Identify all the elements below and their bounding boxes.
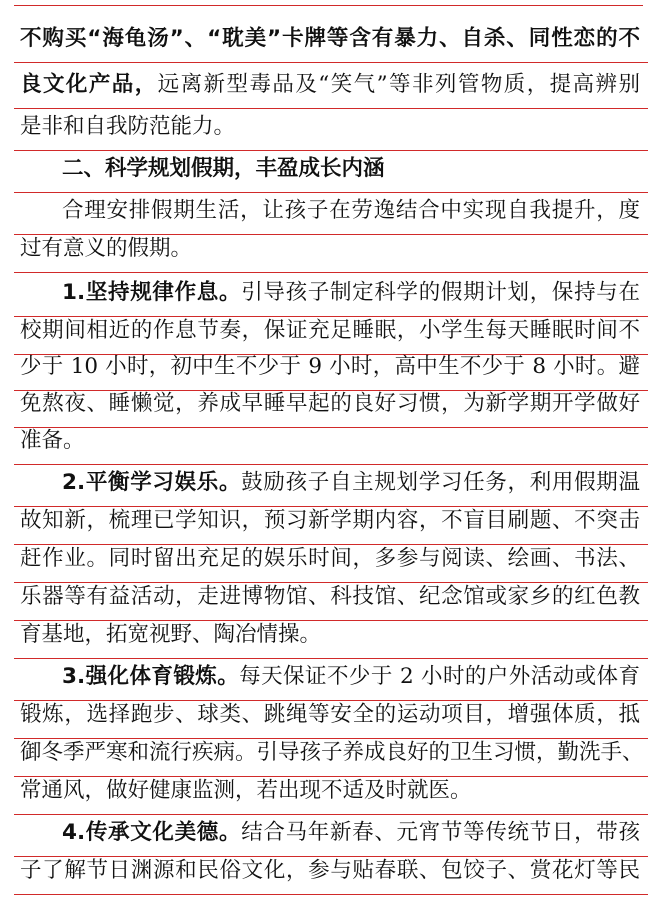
top-red-rule <box>14 5 643 6</box>
bold-phrase: 良文化产品， <box>20 72 158 97</box>
body-text: 赶作业。同时留出充足的娱乐时间，多参与阅读、绘画、书法、 <box>20 546 640 571</box>
body-text: 是非和自我防范能力。 <box>20 114 236 139</box>
text-line <box>20 420 640 466</box>
bold-phrase: 3.强化体育锻炼。 <box>62 664 240 689</box>
body-text: 校期间相近的作息节奏，保证充足睡眠，小学生每天睡眠时间不 <box>20 318 640 343</box>
text-line <box>20 614 640 660</box>
body-text: 鼓励孩子自主规划学习任务，利用假期温 <box>241 470 640 495</box>
body-text: 常通风，做好健康监测，若出现不适及时就医。 <box>20 778 472 803</box>
text-line <box>20 850 640 896</box>
body-text: 免熬夜、睡懒觉，养成早睡早起的良好习惯，为新学期开学做好 <box>20 391 640 416</box>
body-text: 乐器等有益活动，走进博物馆、科技馆、纪念馆或家乡的红色教 <box>20 584 640 609</box>
body-text: 准备。 <box>20 428 85 453</box>
text-line <box>20 64 640 110</box>
body-text: 子了解节日渊源和民俗文化，参与贴春联、包饺子、赏花灯等民 <box>20 858 640 883</box>
body-text: 故知新，梳理已学知识，预习新学期内容，不盲目刷题、不突击 <box>20 508 640 533</box>
bold-phrase: 2.平衡学习娱乐。 <box>62 470 242 495</box>
body-text: 远离新型毒品及“笑气”等非列管物质，提高辨别 <box>157 72 640 97</box>
bold-phrase: 1.坚持规律作息。 <box>62 280 242 305</box>
text-line <box>20 770 640 816</box>
section-heading <box>20 148 640 194</box>
body-text: 少于 10 小时，初中生不少于 9 小时，高中生不少于 8 小时。避 <box>20 354 640 379</box>
body-text: 每天保证不少于 2 小时的户外活动或体育 <box>239 664 640 689</box>
body-text: 育基地，拓宽视野、陶冶情操。 <box>20 622 322 647</box>
body-text: 锻炼，选择跑步、球类、跳绳等安全的运动项目，增强体质，抵 <box>20 702 640 727</box>
section-heading-text: 二、科学规划假期，丰盈成长内涵 <box>62 156 385 181</box>
bold-phrase: 4.传承文化美德。 <box>62 820 242 845</box>
bold-phrase: 不购买“海龟汤”、“耽美”卡牌等含有暴力、自杀、同性恋的不 <box>20 26 640 51</box>
text-line <box>20 18 640 64</box>
text-line <box>20 106 640 152</box>
body-text: 引导孩子制定科学的假期计划，保持与在 <box>241 280 640 305</box>
body-text: 结合马年新春、元宵节等传统节日，带孩 <box>241 820 640 845</box>
text-line <box>20 228 640 274</box>
body-text: 御冬季严寒和流行疾病。引导孩子养成良好的卫生习惯，勤洗手、 <box>20 740 644 765</box>
body-text: 合理安排假期生活，让孩子在劳逸结合中实现自我提升，度 <box>62 198 640 223</box>
body-text: 过有意义的假期。 <box>20 236 193 261</box>
